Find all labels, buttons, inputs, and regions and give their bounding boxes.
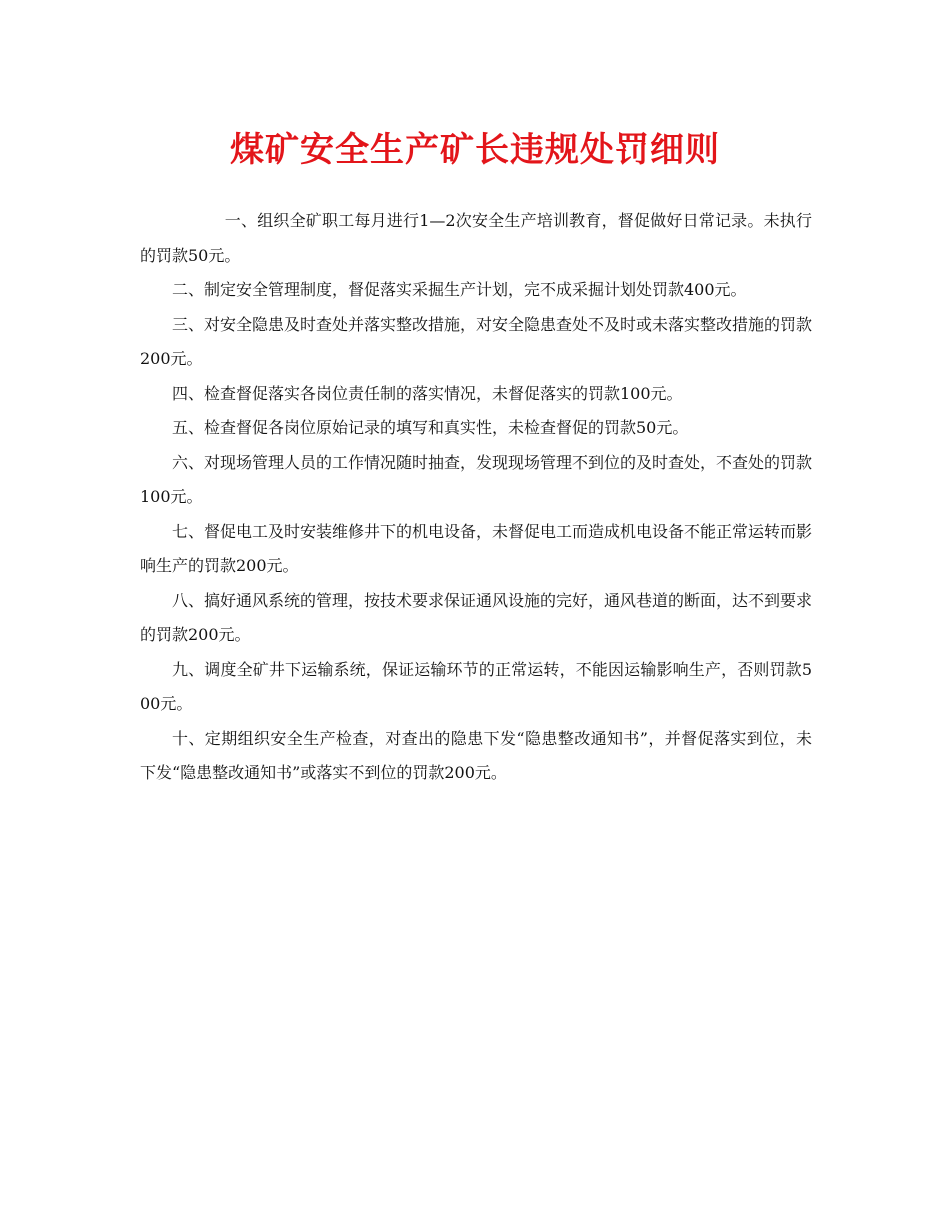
clause-10: 十、定期组织安全生产检查，对查出的隐患下发“隐患整改通知书”，并督促落实到位，未下发“隐患整改通知书”或落实不到位的罚款200元。 (140, 728, 812, 782)
clause-2: 二、制定安全管理制度，督促落实采掘生产计划，完不成采掘计划处罚款400元。 (172, 280, 747, 299)
document-title: 煤矿安全生产矿长违规处罚细则 (230, 130, 720, 170)
clause-list (140, 204, 812, 791)
clause-1: 一、组织全矿职工每月进行1—2次安全生产培训教育，督促做好日常记录。未执行的罚款50元。 (140, 211, 812, 265)
clause-4: 四、检查督促落实各岗位责任制的落实情况，未督促落实的罚款100元。 (172, 383, 683, 403)
clause-3: 三、对安全隐患及时查处并落实整改措施，对安全隐患查处不及时或未落实整改措施的罚款200元。 (140, 314, 813, 368)
clause-9: 九、调度全矿井下运输系统，保证运输环节的正常运转，不能因运输影响生产，否则罚款500元。 (140, 659, 812, 713)
clause-7: 七、督促电工及时安装维修井下的机电设备，未督促电工而造成机电设备不能正常运转而影响生产的罚款200元。 (140, 521, 813, 575)
clause-8: 八、搞好通风系统的管理，按技术要求保证通风设施的完好，通风巷道的断面，达不到要求的罚款200元。 (140, 590, 813, 644)
clause-5: 五、检查督促各岗位原始记录的填写和真实性，未检查督促的罚款50元。 (172, 418, 689, 437)
clause-6: 六、对现场管理人员的工作情况随时抽查，发现现场管理不到位的及时查处，不查处的罚款100元。 (140, 452, 813, 506)
